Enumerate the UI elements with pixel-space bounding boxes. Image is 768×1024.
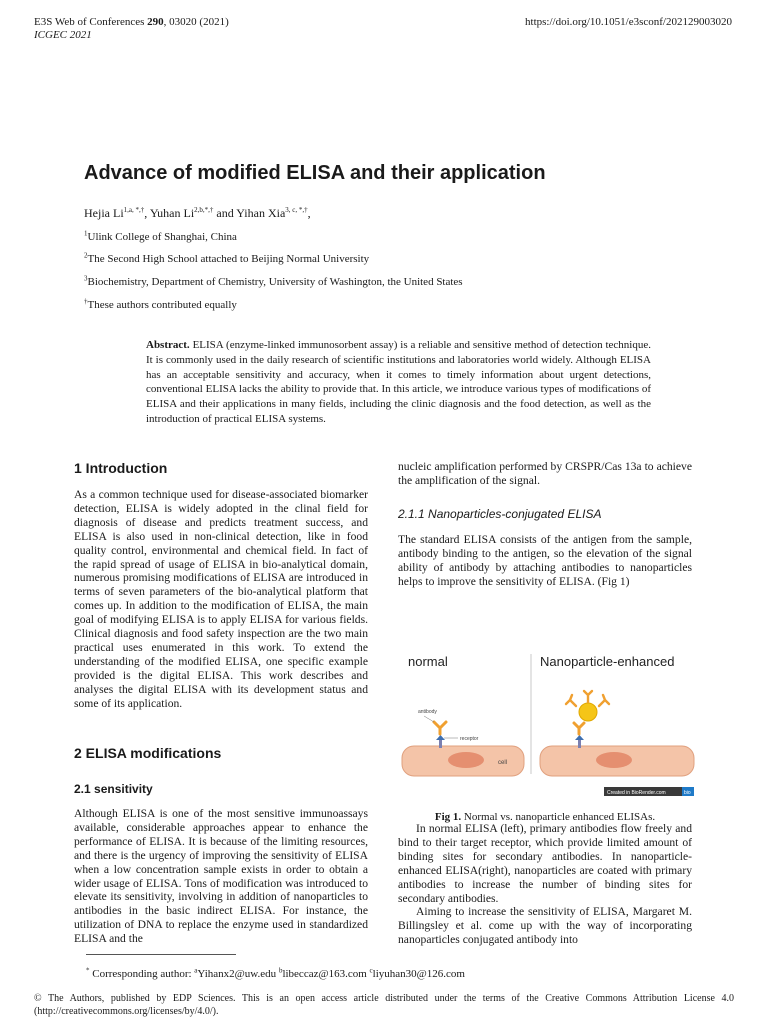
author-separator: ,: [144, 206, 150, 220]
journal-name: E3S Web of Conferences: [34, 16, 148, 28]
caption-text: Normal vs. nanoparticle enhanced ELISAs.: [461, 811, 656, 823]
section-heading-elisa-modifications: 2 ELISA modifications: [74, 745, 222, 761]
nanoparticle: [579, 703, 597, 721]
antibody-enhanced: [574, 723, 584, 734]
receptor-head-normal: [436, 735, 445, 740]
figure-discussion: [398, 822, 692, 947]
antibody-on-nanoparticle: [566, 695, 576, 706]
abstract-label: Abstract.: [146, 339, 190, 351]
affiliation-text: The Second High School attached to Beijing Normal University: [87, 253, 370, 265]
paper-title: Advance of modified ELISA and their application: [84, 162, 546, 184]
receptor-normal: [439, 740, 442, 748]
cell-nucleus: [448, 752, 484, 768]
introduction-body: [74, 488, 368, 711]
cell-nucleus-enhanced: [596, 752, 632, 768]
corresponding-author-footnote: [86, 967, 465, 981]
article-number: , 03020 (2021): [163, 16, 229, 28]
figure-label-receptor: receptor: [460, 736, 479, 742]
paragraph: nucleic amplification performed by CRSPR/Cas 13a to achieve the amplification of the signal.: [398, 460, 692, 487]
paragraph: As a common technique used for disease-associated biomarker detection, ELISA is widely adopted in the clinal field for diagnosis of disease and predicts treatment success, and ELISA is also used in non-clinical detection, like in food quality control, environmental and chemical field. In fact of the rapid spread of usage of ELISA in bio-analytical domain, numerous promising modifications of ELISA are introduced in terms of seven parameters of the bio-analytical platform that comes up. In addition to the modification of ELISA, the main goal of modifying ELISA is to apply ELISA for various fields. Clinical diagnosis and food safety inspection are the two main practical uses enumerated in this work. To extend the understanding of the modified ELISA, one specific example provided is the digital ELISA. This work describes and analyses the digital ELISA with its development status and some of its application.: [74, 488, 368, 710]
affiliation-text: Biochemistry, Department of Chemistry, University of Washington, the United States: [87, 276, 463, 288]
paragraph: Although ELISA is one of the most sensitive immunoassays available, considerable approaches appear to enhance the performance of ELISA. It is because of the limiting resources, and there is the urgency of improving the sensitivity of ELISA when a low concentration sample exists in order to obtain a wider usage of ELISA. Tons of modification was introduced to elevate its sensitivity, involving in addition of nanoparticles to antibodies in the basic indirect ELISA. For instance, the utilization of DNA to replace the enzyme used in standardized ELISA and the: [74, 807, 368, 946]
footnote-rule: [86, 954, 236, 955]
footnote-label: Corresponding author:: [89, 968, 195, 980]
biorender-watermark-text: Created in BioRender.com: [607, 790, 666, 796]
email-mark: a: [194, 966, 198, 975]
author-list: [84, 205, 311, 221]
sensitivity-body-continued: [398, 460, 692, 488]
affiliation: [84, 252, 369, 266]
receptor-enhanced: [578, 740, 581, 748]
subsubsection-heading-nanoparticles: 2.1.1 Nanoparticles-conjugated ELISA: [398, 507, 602, 521]
antibody-on-nanoparticle: [584, 691, 592, 702]
journal-volume: 290: [147, 16, 164, 28]
biorender-badge-text: bio: [684, 790, 691, 796]
affiliation-mark: 2: [84, 251, 88, 260]
author-name: Yihan Xia: [236, 206, 286, 220]
abstract-text: ELISA (enzyme-linked immunosorbent assay) is a reliable and sensitive method of detection technique. It is commonly used in the daily research of scientific institutions and laboratories world widely. Although ELISA has an acceptable sensitivity and accuracy, when it comes to timely information about urgent detections, conventional ELISA lacks the ability to provide that. In this article, we introduce various types of modifications of ELISA and their applications in many fields, including the clinic diagnosis and the food detection, as well as the introduction of practical ELISA systems.: [146, 339, 651, 425]
sensitivity-body: [74, 807, 368, 946]
nanoparticles-body: [398, 533, 692, 589]
affiliation-text: These authors contributed equally: [87, 299, 237, 311]
receptor-head-enhanced: [575, 735, 584, 740]
license-notice: © The Authors, published by EDP Sciences. This is an open access article distributed under the terms of the Creative Commons Attribution License 4.0 (http://creativecommons.org/licenses/by/4.0/).: [34, 993, 734, 1017]
author-affiliation-mark: 2,b,*,†: [194, 206, 214, 214]
author-affiliation-mark: 3, c, *,†: [285, 206, 308, 214]
doi-link[interactable]: https://doi.org/10.1051/e3sconf/202129003020: [525, 16, 732, 28]
author-separator: and: [213, 206, 237, 220]
paragraph: Aiming to increase the sensitivity of ELISA, Margaret M. Billingsley et al. come up with the way of incorporating nanoparticles conjugated antibody into: [398, 905, 692, 947]
antibody-normal: [434, 722, 446, 734]
affiliation-mark: 3: [84, 274, 88, 283]
paragraph: In normal ELISA (left), primary antibodies flow freely and bind to their target receptor, which provide limited amount of binding sites for secondary antibodies. In nanoparticle-enhanced ELISA(right), nanoparticles are coated with primary antibodies to increase the number of binding sites for secondary antibodies.: [398, 822, 692, 905]
affiliation: [84, 275, 463, 289]
abstract: [146, 338, 651, 427]
email-mark: c: [369, 966, 373, 975]
author-affiliation-mark: 1,a, *,†: [123, 206, 145, 214]
conference-name: ICGEC 2021: [34, 29, 92, 41]
affiliation-mark: †: [84, 297, 88, 306]
affiliation-mark: 1: [84, 229, 88, 238]
figure-label-antibody: antibody: [418, 709, 437, 715]
affiliation: [84, 298, 237, 312]
email-mark: b: [278, 966, 283, 975]
figure-label-cell: cell: [498, 760, 508, 766]
paragraph: The standard ELISA consists of the antigen from the sample, antibody binding to the antigen, so the elevation of the signal ability of antibody by attaching antibodies to nanoparticles helps to improve the sensitivity of ELISA. (Fig 1): [398, 533, 692, 588]
figure-1: [400, 646, 696, 798]
author-name: Hejia Li: [84, 206, 124, 220]
caption-label: Fig 1.: [434, 811, 462, 823]
affiliation: [84, 230, 237, 244]
email-link[interactable]: libeccaz@163.com: [282, 968, 370, 980]
author-name: Yuhan Li: [149, 206, 195, 220]
antibody-pointer: [424, 716, 434, 722]
figure-label-enhanced: Nanoparticle-enhanced: [540, 654, 675, 669]
running-header-left: [34, 16, 229, 42]
section-heading-introduction: 1 Introduction: [74, 460, 168, 476]
footnote-mark: *: [86, 966, 90, 975]
email-link[interactable]: liyuhan30@126.com: [372, 968, 465, 980]
journal-citation: [34, 16, 229, 29]
figure-label-normal: normal: [408, 654, 448, 669]
affiliation-text: Ulink College of Shanghai, China: [87, 231, 237, 243]
antibody-on-nanoparticle: [599, 695, 609, 706]
email-link[interactable]: Yihanx2@uw.edu: [197, 968, 279, 980]
author-separator: ,: [307, 206, 311, 220]
figure-1-illustration: [400, 646, 696, 798]
subsection-heading-sensitivity: 2.1 sensitivity: [74, 782, 153, 796]
